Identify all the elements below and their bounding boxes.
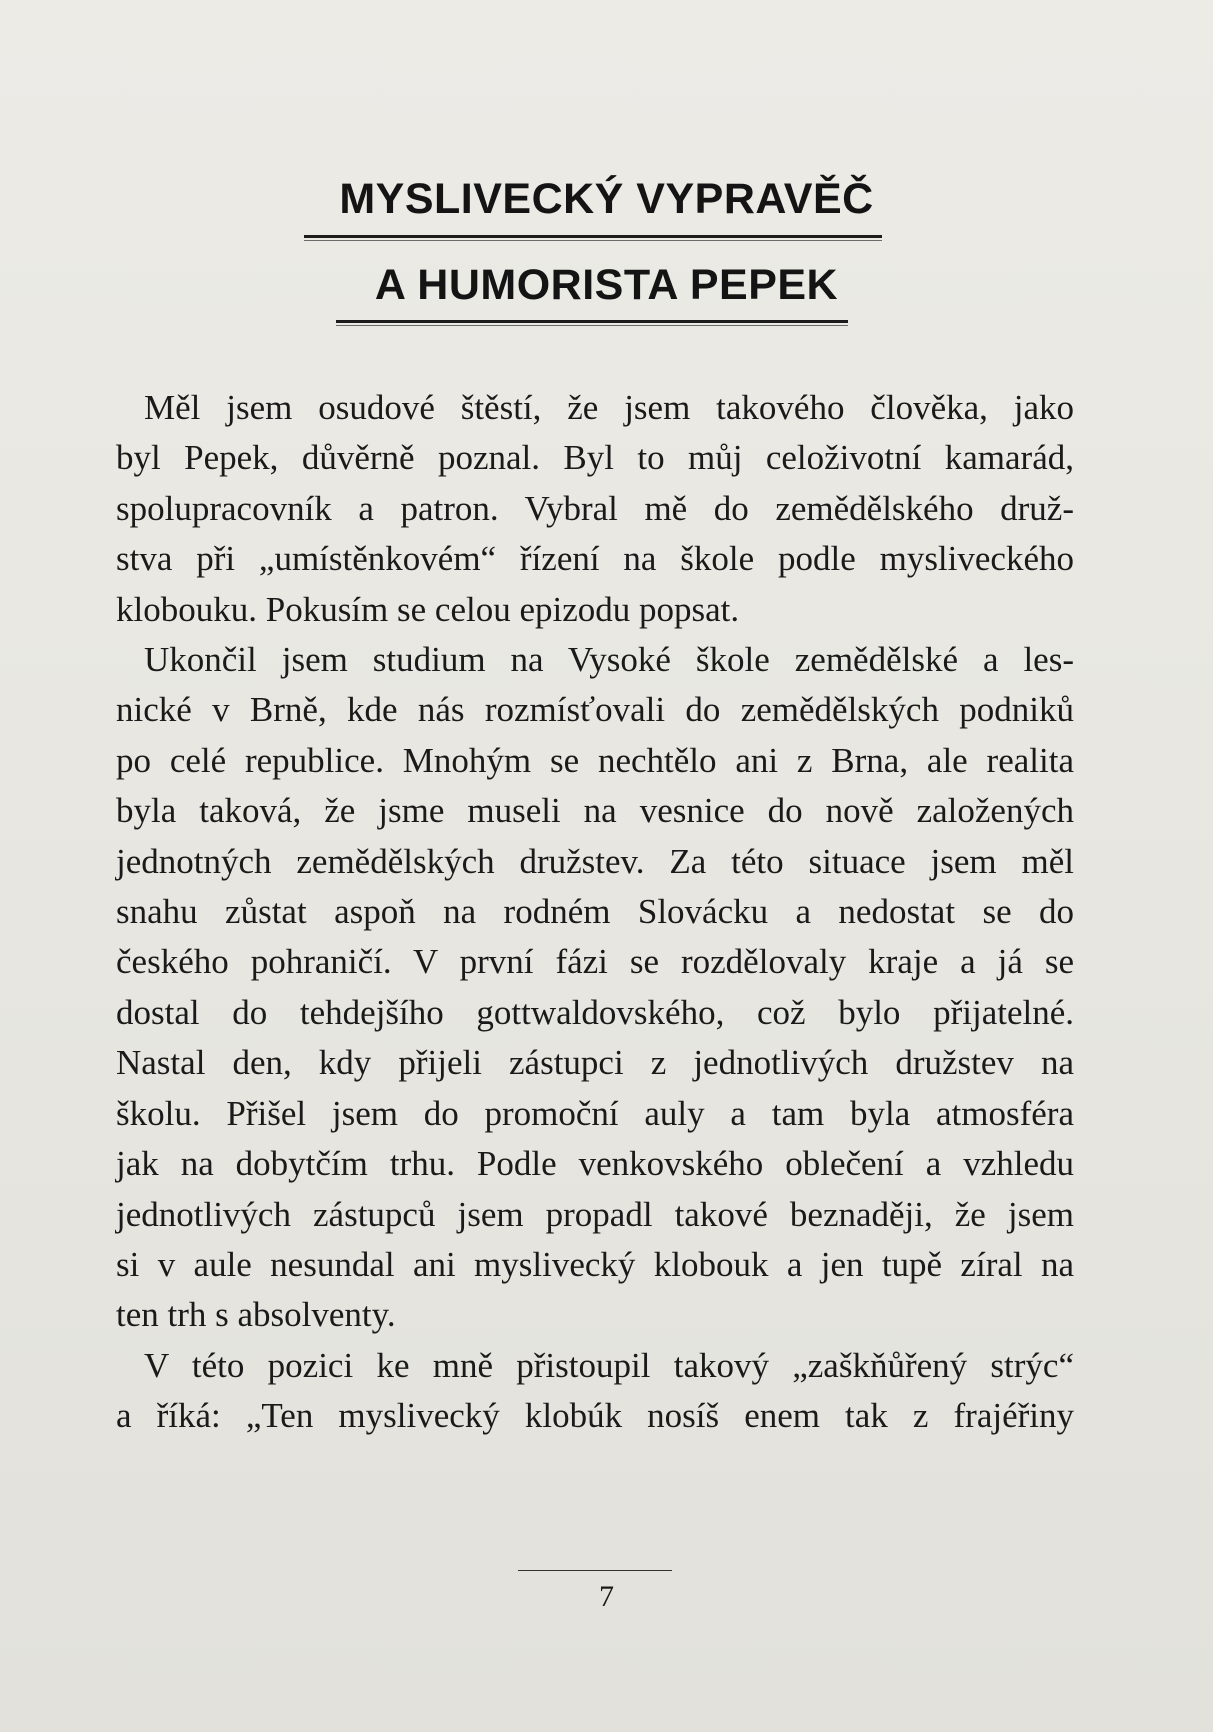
text-line: jednotlivých zástupců jsem propadl takové beznaději, že jsem — [116, 1194, 1074, 1234]
chapter-title-line-1-wrap — [0, 175, 1213, 223]
text-line: si v aule nesundal ani myslivecký klobouk a jen tupě zíral na — [116, 1244, 1074, 1284]
text-line: jednotných zemědělských družstev. Za této situace jsem měl — [116, 841, 1074, 881]
paragraph-2 — [116, 635, 1074, 1341]
text-line: spolupracovník a patron. Vybral mě do zemědělského druž- — [116, 488, 1074, 528]
text-line: stva při „umístěnkovém“ řízení na škole podle mysliveckého — [116, 539, 1074, 579]
text-line: Ukončil jsem studium na Vysoké škole zemědělské a les- — [144, 640, 1074, 680]
footer-rule — [518, 1570, 672, 1571]
chapter-title-line-2-wrap — [0, 261, 1213, 309]
text-line: Měl jsem osudové štěstí, že jsem takového člověka, jako — [144, 388, 1074, 427]
body-text — [116, 383, 1074, 1442]
text-line: ten trh s absolventy. — [116, 1295, 396, 1335]
text-line: po celé republice. Mnohým se nechtělo ani z Brna, ale realita — [116, 740, 1074, 780]
text-line: dostal do tehdejšího gottwaldovského, což bylo přijatelné. — [116, 992, 1074, 1032]
text-line: snahu zůstat aspoň na rodném Slovácku a nedostat se do — [116, 892, 1074, 932]
text-line: jak na dobytčím trhu. Podle venkovského oblečení a vzhledu — [116, 1144, 1074, 1184]
text-line: byl Pepek, důvěrně poznal. Byl to můj celoživotní kamarád, — [116, 438, 1074, 478]
chapter-title-line-2: A HUMORISTA PEPEK — [374, 261, 839, 309]
text-line: a říká: „Ten myslivecký klobúk nosíš enem tak z frajéřiny — [116, 1396, 1074, 1436]
text-line: byla taková, že jsme museli na vesnice do nově založených — [116, 791, 1074, 831]
text-line: klobouku. Pokusím se celou epizodu popsat. — [116, 589, 740, 629]
paragraph-3 — [116, 1341, 1074, 1442]
text-line: českého pohraničí. V první fázi se rozdělovaly kraje a já se — [116, 942, 1074, 982]
text-line: školu. Přišel jsem do promoční auly a tam byla atmosféra — [116, 1093, 1074, 1133]
text-line: Nastal den, kdy přijeli zástupci z jednotlivých družstev na — [116, 1043, 1074, 1083]
text-line: nické v Brně, kde nás rozmísťovali do zemědělských podniků — [116, 690, 1074, 730]
paragraph-1 — [116, 383, 1074, 635]
text-line: V této pozici ke mně přistoupil takový „zaškňůřený strýc“ — [144, 1345, 1074, 1385]
page-number: 7 — [599, 1580, 614, 1613]
chapter-title-line-1: MYSLIVECKÝ VYPRAVĚČ — [339, 175, 874, 223]
title-underline-1 — [304, 235, 882, 241]
title-underline-2 — [336, 320, 848, 326]
